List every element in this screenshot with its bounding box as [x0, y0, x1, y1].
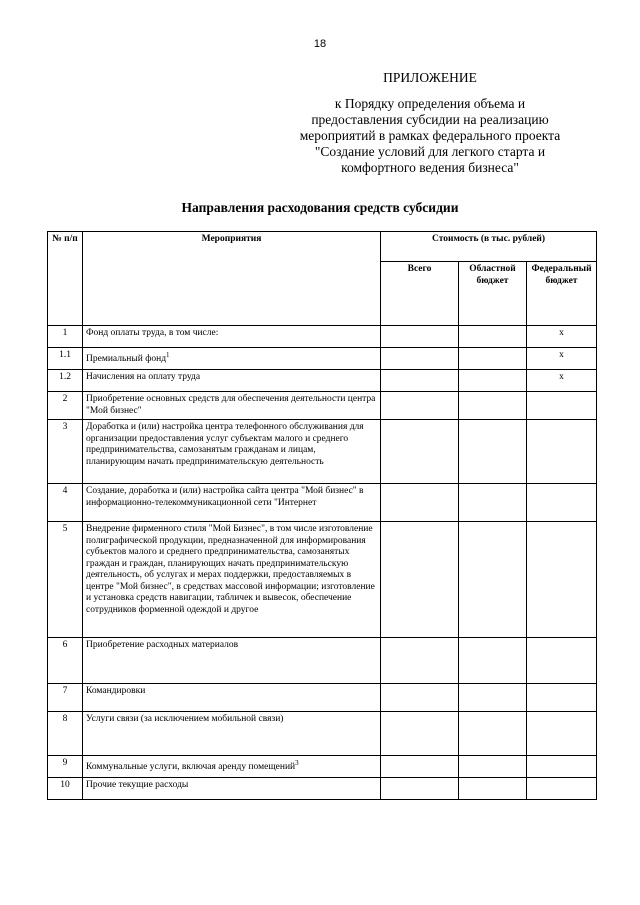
appendix-line: "Создание условий для легкого старта и — [314, 144, 546, 159]
header-num: № п/п — [48, 232, 83, 326]
row-federal — [527, 638, 597, 684]
row-activity — [83, 326, 381, 348]
row-regional — [459, 392, 527, 420]
row-number: 2 — [48, 392, 83, 420]
row-activity — [83, 522, 381, 638]
row-activity — [83, 420, 381, 484]
row-regional — [459, 778, 527, 800]
row-total — [381, 392, 459, 420]
row-number: 1 — [48, 326, 83, 348]
activity-text: Премиальный фонд — [86, 354, 167, 365]
row-number: 7 — [48, 684, 83, 712]
table-row — [48, 712, 597, 756]
row-number: 4 — [48, 484, 83, 522]
row-regional — [459, 712, 527, 756]
appendix-heading: ПРИЛОЖЕНИЕ — [383, 70, 477, 85]
row-total — [381, 370, 459, 392]
header-cost: Стоимость (в тыс. рублей) — [381, 232, 597, 262]
table-row — [48, 370, 597, 392]
row-regional — [459, 420, 527, 484]
row-number: 1.1 — [48, 348, 83, 370]
header-regional: Областной бюджет — [459, 262, 527, 326]
row-federal — [527, 392, 597, 420]
row-federal — [527, 778, 597, 800]
activity-text: Командировки — [86, 686, 146, 696]
table-row — [48, 638, 597, 684]
table-row — [48, 756, 597, 778]
row-activity — [83, 370, 381, 392]
row-regional — [459, 638, 527, 684]
row-federal: x — [527, 326, 597, 348]
row-regional — [459, 756, 527, 778]
table-row — [48, 778, 597, 800]
table-row — [48, 684, 597, 712]
activity-text: Прочие текущие расходы — [86, 780, 189, 790]
row-total — [381, 420, 459, 484]
row-number: 6 — [48, 638, 83, 684]
row-total — [381, 756, 459, 778]
row-total — [381, 484, 459, 522]
activity-text: Приобретение расходных материалов — [86, 640, 239, 650]
row-activity — [83, 392, 381, 420]
footnote-marker: 1 — [166, 351, 170, 359]
appendix-block — [290, 70, 570, 176]
table-row — [48, 326, 597, 348]
expenses-table — [47, 231, 597, 800]
activity-text: Начисления на оплату труда — [86, 372, 201, 382]
appendix-line: комфортного ведения бизнеса" — [341, 160, 519, 175]
row-activity — [83, 348, 381, 370]
row-activity — [83, 712, 381, 756]
activity-text: Доработка и (или) настройка центра телефонного обслуживания для организации предоставления услуг субъектам малого и среднего предпринимательства, самозанятым гражданам и лицам, планирующим начать предпринимательскую деятельность — [86, 422, 364, 467]
activity-text: Создание, доработка и (или) настройка сайта центра "Мой бизнес" в информационно-телекоммуникационной сети "Интернет — [86, 486, 364, 508]
row-total — [381, 712, 459, 756]
row-total — [381, 348, 459, 370]
row-total — [381, 326, 459, 348]
row-activity — [83, 756, 381, 778]
activity-text: Приобретение основных средств для обеспечения деятельности центра "Мой бизнес" — [86, 394, 376, 416]
row-number: 5 — [48, 522, 83, 638]
appendix-line: мероприятий в рамках федерального проекта — [299, 128, 561, 143]
row-total — [381, 778, 459, 800]
table-row — [48, 348, 597, 370]
row-activity — [83, 778, 381, 800]
table-row — [48, 522, 597, 638]
row-federal: x — [527, 370, 597, 392]
row-number: 3 — [48, 420, 83, 484]
row-number: 9 — [48, 756, 83, 778]
row-regional — [459, 522, 527, 638]
page-number: 18 — [313, 38, 327, 50]
activity-text: Коммунальные услуги, включая аренду помещений — [86, 762, 296, 773]
row-activity — [83, 484, 381, 522]
table-row — [48, 420, 597, 484]
header-activity: Мероприятия — [83, 232, 381, 326]
row-federal — [527, 684, 597, 712]
row-total — [381, 638, 459, 684]
row-federal — [527, 712, 597, 756]
row-regional — [459, 348, 527, 370]
row-federal — [527, 522, 597, 638]
appendix-line: предоставления субсидии на реализацию — [311, 112, 549, 127]
row-activity — [83, 684, 381, 712]
row-federal — [527, 756, 597, 778]
row-regional — [459, 684, 527, 712]
table-row — [48, 484, 597, 522]
row-federal — [527, 484, 597, 522]
header-federal: Федеральный бюджет — [527, 262, 597, 326]
row-total — [381, 684, 459, 712]
footnote-marker: 3 — [295, 759, 299, 767]
table-body — [48, 326, 597, 800]
appendix-line: к Порядку определения объема и — [334, 96, 526, 111]
table-row — [48, 392, 597, 420]
row-total — [381, 522, 459, 638]
row-federal — [527, 420, 597, 484]
header-total: Всего — [381, 262, 459, 326]
row-regional — [459, 370, 527, 392]
row-regional — [459, 484, 527, 522]
row-regional — [459, 326, 527, 348]
row-number: 1.2 — [48, 370, 83, 392]
activity-text: Фонд оплаты труда, в том числе: — [86, 328, 219, 338]
row-activity — [83, 638, 381, 684]
row-number: 8 — [48, 712, 83, 756]
activity-text: Услуги связи (за исключением мобильной связи) — [86, 714, 284, 724]
activity-text: Внедрение фирменного стиля "Мой Бизнес", в том числе изготовление полиграфической продукции, предназначенной для информирования субъектов малого и среднего предпринимательства, самозанятых граждан и граждан, планирующих начать предпринимательскую деятельность, об услугах и мерах поддержки, предоставляемых в центре "Мой бизнес", в средствах массовой информации; изготовление и установка средств навигации, табличек и вывесок, обеспечение сотрудников форменной одеждой и другое — [86, 524, 375, 615]
row-federal: x — [527, 348, 597, 370]
document-title: Направления расходования средств субсидии — [181, 200, 459, 215]
row-number: 10 — [48, 778, 83, 800]
